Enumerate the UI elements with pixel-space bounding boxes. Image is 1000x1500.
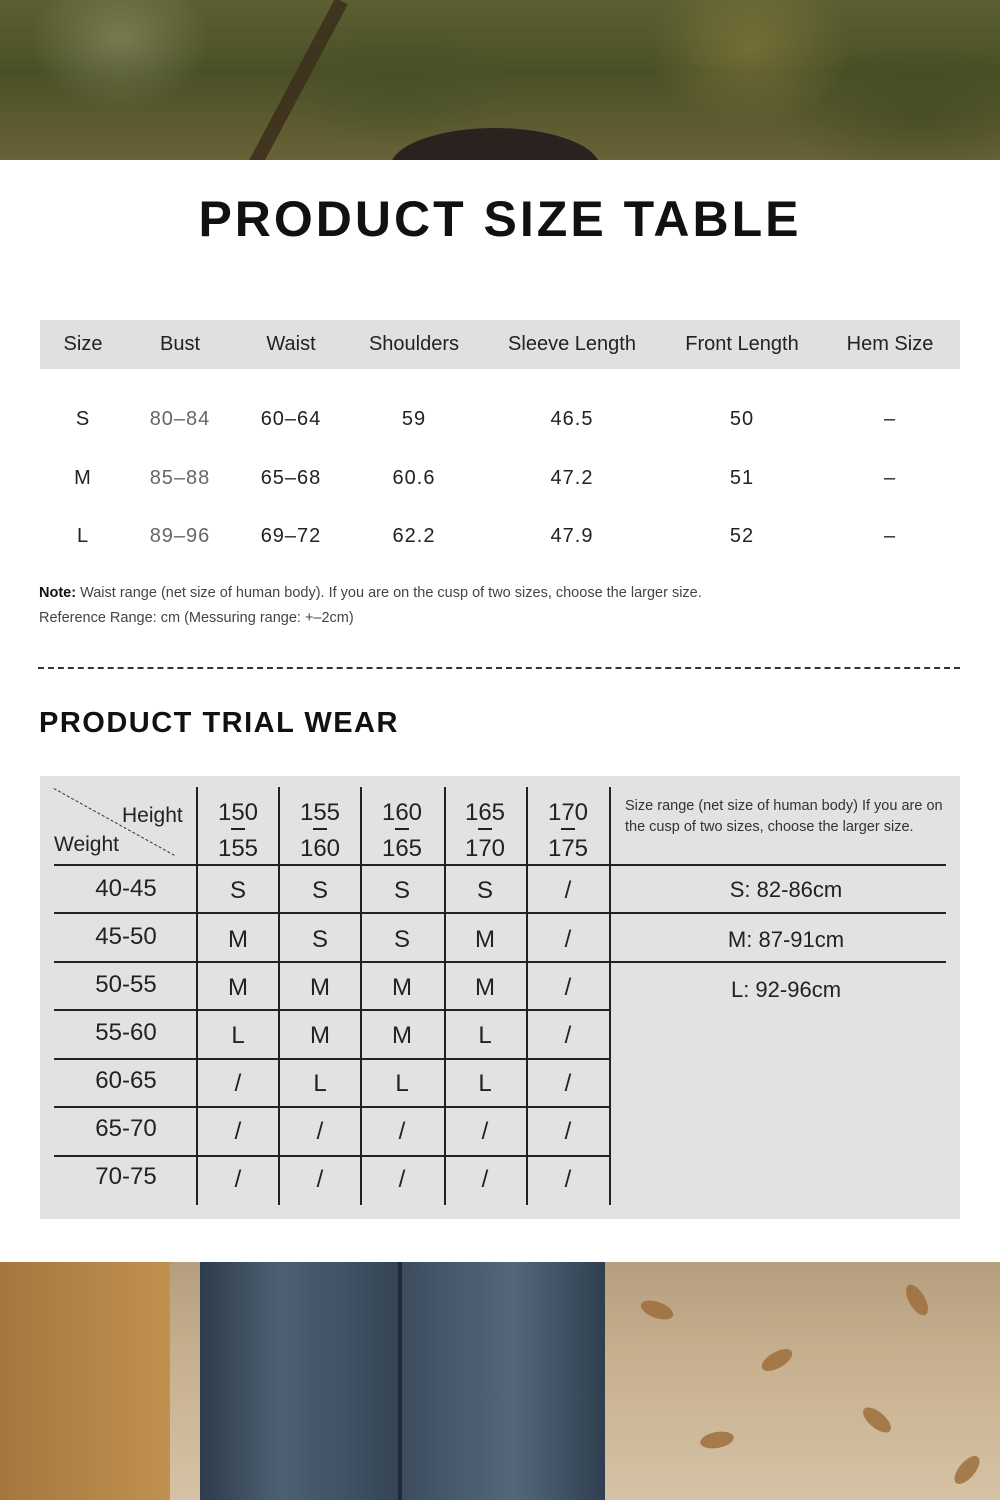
trial-cell: L (478, 1022, 492, 1049)
weight-label: 55-60 (95, 1019, 157, 1046)
height-header (197, 794, 279, 867)
grid-line (609, 787, 611, 1205)
height-min: 155 (299, 799, 341, 826)
size-cell: S (75, 408, 91, 430)
weight-label: 60-65 (95, 1067, 157, 1094)
trial-cell: / (234, 1166, 242, 1193)
header-size: Size (63, 333, 103, 355)
weight-label: 65-70 (95, 1115, 157, 1142)
tan-coat (0, 1262, 170, 1500)
height-max: 160 (299, 834, 341, 862)
trial-cell: / (398, 1118, 406, 1145)
size-row-l (40, 525, 960, 555)
fallen-leaf (902, 1281, 933, 1318)
trial-cell: M (310, 974, 330, 1001)
size-range-l: L: 92-96cm (730, 977, 842, 1002)
hem-size-cell: – (883, 467, 897, 489)
trial-cell: S (311, 877, 328, 904)
trial-cell: M (228, 926, 248, 953)
front-length-cell: 51 (729, 467, 755, 489)
trial-cell: M (228, 974, 248, 1001)
bust-cell: 89–96 (149, 525, 211, 547)
jeans-seam (398, 1262, 402, 1500)
trial-cell: / (564, 877, 572, 904)
trial-cell: S (393, 926, 410, 953)
header-shoulders: Shoulders (368, 333, 460, 355)
trial-cell: / (316, 1166, 324, 1193)
weight-label: 40-45 (95, 875, 157, 902)
trial-cell: L (313, 1070, 327, 1097)
trial-wear-title: PRODUCT TRIAL WEAR (39, 707, 399, 739)
height-header (444, 794, 526, 867)
size-note (39, 585, 702, 601)
fallen-leaf (699, 1429, 735, 1451)
header-waist: Waist (266, 333, 316, 355)
header-bust: Bust (159, 333, 201, 355)
size-table-header (40, 320, 960, 369)
size-row-m (40, 467, 960, 497)
grid-line (54, 1058, 610, 1060)
bust-cell: 80–84 (149, 408, 211, 430)
height-min: 165 (464, 799, 506, 826)
trial-cell: S (476, 877, 493, 904)
trial-cell: / (481, 1166, 489, 1193)
fallen-leaf (950, 1452, 984, 1488)
product-photo-bottom (0, 1262, 1000, 1500)
size-range-s: S: 82-86cm (729, 877, 843, 902)
height-max: 165 (381, 834, 423, 862)
size-range-note: Size range (net size of human body) If you are on the cusp of two sizes, choose the larger size. (625, 798, 943, 835)
fallen-leaf (859, 1403, 895, 1437)
trial-cell: L (478, 1070, 492, 1097)
trial-cell: / (564, 1022, 572, 1049)
model-hair (390, 128, 600, 160)
dashed-divider (38, 667, 960, 669)
tree-branch (246, 0, 348, 160)
grid-line (54, 1009, 610, 1011)
height-min: 170 (547, 799, 589, 826)
waist-cell: 69–72 (260, 525, 322, 547)
grid-line (54, 1155, 610, 1157)
header-hem-size: Hem Size (846, 333, 934, 355)
front-length-cell: 52 (729, 525, 755, 547)
trial-cell: M (475, 974, 495, 1001)
trial-cell: / (564, 974, 572, 1001)
trial-cell: L (395, 1070, 409, 1097)
size-range-m: M: 87-91cm (727, 927, 845, 952)
height-header (361, 794, 443, 867)
trial-cell: M (392, 1022, 412, 1049)
grid-line (54, 961, 946, 963)
size-cell: M (74, 467, 92, 489)
trial-cell: / (481, 1118, 489, 1145)
trial-cell: S (393, 877, 410, 904)
sleeve-length-cell: 47.2 (550, 467, 594, 489)
trial-cell: L (231, 1022, 245, 1049)
hem-size-cell: – (883, 525, 897, 547)
product-photo-top (0, 0, 1000, 160)
corner-height-label: Height (122, 804, 183, 827)
header-front-length: Front Length (685, 333, 799, 355)
page-title: PRODUCT SIZE TABLE (198, 191, 802, 247)
jeans-right-leg (400, 1262, 605, 1500)
trial-cell: / (564, 926, 572, 953)
shoulders-cell: 59 (401, 408, 427, 430)
bust-cell: 85–88 (149, 467, 211, 489)
shoulders-cell: 62.2 (392, 525, 436, 547)
trial-cell: / (398, 1166, 406, 1193)
sleeve-length-cell: 46.5 (550, 408, 594, 430)
corner-weight-label: Weight (54, 833, 119, 856)
hem-size-cell: – (883, 408, 897, 430)
fallen-leaf (638, 1297, 675, 1324)
grid-line (54, 912, 946, 914)
height-min: 150 (217, 799, 259, 826)
trial-cell: / (564, 1070, 572, 1097)
grid-line (54, 1106, 610, 1108)
reference-range-note: Reference Range: cm (Messuring range: +–2cm) (39, 610, 354, 626)
note-label: Note: (39, 585, 77, 601)
height-max: 170 (464, 834, 506, 862)
trial-cell: / (316, 1118, 324, 1145)
trial-cell: / (564, 1166, 572, 1193)
height-header (527, 794, 609, 867)
header-sleeve-length: Sleeve Length (508, 333, 636, 355)
height-min: 160 (381, 799, 423, 826)
note-text: Waist range (net size of human body). If you are on the cusp of two sizes, choose the larger size. (76, 585, 702, 601)
trial-cell: / (234, 1118, 242, 1145)
trial-wear-table (40, 776, 960, 1219)
height-max: 155 (217, 834, 259, 862)
trial-cell: / (234, 1070, 242, 1097)
height-max: 175 (547, 834, 589, 862)
waist-cell: 60–64 (260, 408, 322, 430)
trial-cell: M (392, 974, 412, 1001)
waist-cell: 65–68 (260, 467, 322, 489)
trial-cell: M (475, 926, 495, 953)
trial-cell: S (229, 877, 246, 904)
sleeve-length-cell: 47.9 (550, 525, 594, 547)
size-row-s (40, 408, 960, 438)
fallen-leaf (758, 1345, 795, 1376)
front-length-cell: 50 (729, 408, 755, 430)
size-cell: L (76, 525, 90, 547)
trial-cell: S (311, 926, 328, 953)
trial-cell: / (564, 1118, 572, 1145)
shoulders-cell: 60.6 (392, 467, 436, 489)
height-header (279, 794, 361, 867)
trial-cell: M (310, 1022, 330, 1049)
weight-label: 50-55 (95, 971, 157, 998)
jeans-left-leg (200, 1262, 400, 1500)
weight-label: 45-50 (95, 923, 157, 950)
weight-label: 70-75 (95, 1163, 157, 1190)
